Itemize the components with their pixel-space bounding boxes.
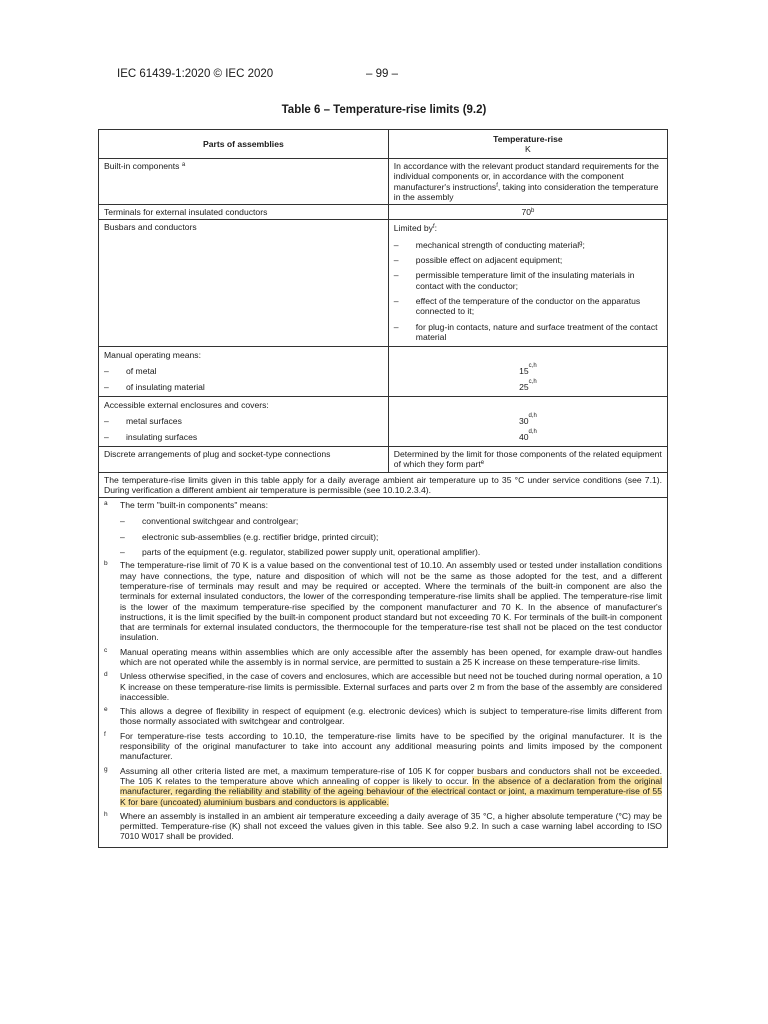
- row-label-discrete: Discrete arrangements of plug and socket-type connections: [99, 446, 389, 472]
- footnote-ref: d,h: [528, 428, 537, 435]
- busbars-intro: [394, 222, 662, 236]
- row-label-builtin: [99, 159, 389, 205]
- footnote-g: [104, 765, 662, 810]
- dash-bullet: –: [393, 255, 399, 266]
- list-item: [104, 363, 383, 378]
- footnote-ref: c,h: [528, 363, 537, 370]
- dash-bullet: –: [120, 547, 125, 558]
- row-value-manual: [388, 347, 667, 397]
- dash-bullet: –: [104, 431, 109, 442]
- spacer: [394, 399, 662, 413]
- footnote-marker: e: [104, 706, 108, 714]
- footnote-ref: e: [480, 460, 485, 467]
- manual-heading: Manual operating means:: [104, 350, 201, 361]
- footnote-h: [104, 810, 662, 845]
- list-item: [104, 413, 383, 428]
- list-item-text: metal surfaces: [126, 416, 182, 427]
- list-item-text: parts of the equipment (e.g. regulator, stabilized power supply unit, operational amplifier).: [142, 547, 481, 558]
- list-item-end: ;: [582, 239, 585, 250]
- value-insulating: [394, 379, 662, 394]
- list-item-text: of insulating material: [126, 381, 205, 392]
- footnote-a: [104, 499, 662, 513]
- footnote-f: [104, 730, 662, 765]
- enclosures-heading: Accessible external enclosures and covers:: [104, 400, 269, 411]
- row-value-busbars: [388, 220, 667, 347]
- row-value-text: Determined by the limit for those components of the related equipment of which they form part: [393, 448, 662, 470]
- list-item: [394, 293, 662, 319]
- table-note: The temperature-rise limits given in this table apply for a daily average ambient air temperature up to 35 °C under service conditions (see 7.1). During verification a different ambient air temperature is permissible (see 10.10.2.3.4).: [99, 472, 668, 498]
- row-label-manual: [99, 347, 389, 397]
- temperature-rise-table: [98, 129, 668, 848]
- row-value-text: 25: [519, 381, 529, 392]
- row-value-text: 30: [518, 416, 529, 427]
- highlighted-text: In the absence of a declaration from the original manufacturer, regarding the reliability and stability of the ageing behaviour of the electrical contact or joint, a maximum temperature-rise of 55 K for bare (uncoated) aluminium busbars and conductors is applicable.: [120, 775, 662, 807]
- footnote-c: [104, 646, 662, 671]
- dash-bullet: –: [393, 321, 399, 332]
- list-item: [104, 529, 662, 544]
- list-item-text: of metal: [126, 366, 157, 377]
- table-title: Table 6 – Temperature-rise limits (9.2): [281, 104, 487, 116]
- footnote-text: Where an assembly is installed in an ambient air temperature exceeding a daily average of 35 °C, a higher absolute temperature (°C) may be permitted. Temperature-rise (K) shall not exceed the values given in this table. See also 9.2. In such a case warning label according to ISO 7010 W017 shall be provided.: [120, 810, 662, 842]
- row-value-discrete: [388, 446, 667, 472]
- footnote-b: [104, 559, 662, 645]
- footnote-marker: a: [104, 500, 108, 508]
- row-value-text: 40: [518, 431, 529, 442]
- footnote-marker: b: [104, 560, 108, 568]
- list-item: [104, 544, 662, 559]
- dash-bullet: –: [120, 531, 125, 542]
- table-header-row: [99, 130, 668, 159]
- list-item-text: [416, 240, 662, 250]
- list-item-text: conventional switchgear and controlgear;: [142, 516, 299, 527]
- list-item-text: for plug-in contacts, nature and surface treatment of the contact material: [415, 321, 658, 342]
- table-row: [99, 220, 668, 347]
- list-item: [394, 267, 662, 293]
- row-value-text: 70: [521, 207, 531, 218]
- footnote-ref: d,h: [528, 413, 537, 420]
- value-metal-surfaces: [394, 413, 662, 428]
- footnote-ref: b: [531, 208, 535, 215]
- dash-bullet: –: [120, 516, 125, 527]
- col-header-temperature: [388, 130, 667, 159]
- list-item-text: insulating surfaces: [126, 431, 198, 442]
- footnote-marker: c: [104, 646, 108, 654]
- table-row: [99, 446, 668, 472]
- col-header-parts: Parts of assemblies: [99, 130, 389, 159]
- row-value-text: In accordance with the relevant product standard requirements for the individual components or, in accordance with the component manufacturer's instructions: [393, 161, 659, 192]
- row-value-terminals: [388, 205, 667, 220]
- spacer: [394, 349, 662, 363]
- busbars-intro-text: Limited by: [393, 223, 433, 234]
- dash-bullet: –: [393, 239, 399, 250]
- col-header-unit: K: [525, 144, 531, 154]
- footnote-d: [104, 670, 662, 705]
- footnote-ref: a: [181, 162, 186, 168]
- footnote-marker: f: [104, 730, 106, 738]
- row-label-text: Built-in components: [104, 161, 180, 171]
- list-item: [104, 429, 383, 444]
- dash-bullet: –: [104, 366, 109, 377]
- table-row: [99, 347, 668, 397]
- row-label-enclosures: [99, 397, 389, 447]
- row-label-busbars: Busbars and conductors: [99, 220, 389, 347]
- footnote-text: The term "built-in components" means:: [120, 500, 268, 511]
- list-item: [104, 513, 662, 528]
- footnote-text: This allows a degree of flexibility in respect of equipment (e.g. electronic devices) which is subject to temperature-rise limits different from those normally associated with switchgear and controlgear.: [120, 706, 662, 727]
- footnote-ref: f: [496, 182, 498, 189]
- footnote-text: [120, 766, 662, 807]
- page-number: – 99 –: [366, 68, 398, 80]
- list-item-text: effect of the temperature of the conductor on the apparatus connected to it;: [415, 295, 641, 317]
- footnote-e: [104, 705, 662, 730]
- footnote-text: Unless otherwise specified, in the case of covers and enclosures, which are accessible but need not be touched during normal operation, a 10 K increase on these temperature-rise limits is permissible. External surfaces and parts over 2 m from the base of the assembly are considered inaccessible.: [120, 671, 662, 702]
- footnote-text-part: Assuming all other criteria listed are met, a maximum temperature-rise of 105 K for copper busbars and conductors shall not be exceeded. The 105 K relates to the temperature above which annealing of copper is likely to occur.: [120, 765, 662, 786]
- value-insulating-surfaces: [394, 429, 662, 444]
- footnote-marker: h: [104, 810, 108, 818]
- table-row: [99, 397, 668, 447]
- footnote-marker: d: [104, 671, 108, 679]
- dash-bullet: –: [104, 381, 109, 392]
- row-value-enclosures: [388, 397, 667, 447]
- footnotes: [99, 498, 668, 848]
- list-item: [394, 319, 662, 345]
- dash-bullet: –: [393, 295, 399, 306]
- footnotes-row: [99, 498, 668, 848]
- dash-bullet: –: [393, 270, 399, 281]
- list-item-text: permissible temperature limit of the insulating materials in contact with the conductor;: [415, 270, 635, 291]
- footnote-marker: g: [104, 765, 108, 773]
- busbars-intro-end: :: [434, 223, 438, 234]
- list-item-text-part: mechanical strength of conducting material: [415, 239, 580, 250]
- row-label-terminals: Terminals for external insulated conductors: [99, 205, 389, 220]
- col-header-temperature-title: Temperature-rise: [493, 133, 563, 144]
- dash-bullet: –: [104, 416, 109, 427]
- row-value-text: , taking into consideration the temperature in the assembly: [393, 181, 659, 202]
- table-row: [99, 159, 668, 205]
- table-row: [99, 205, 668, 220]
- footnote-ref: g: [579, 240, 583, 247]
- footnote-text: The temperature-rise limit of 70 K is a value based on the conventional test of 10.10. An assembly used or tested under installation conditions may have connections, the type, nature and disposition of which will not be the same as those adopted for the test, and a different temperature-rise of terminals may result and may be required or accepted. Where the terminals of the built-in component are also the terminals for external insulated conductors, the lower of the corresponding temperature-rise limits shall be applied. The temperature-rise limit is the lower of the maximum temperature-rise specified by the component manufacturer and 70 K. In the absence of manufacturer's instructions, it is the limit specified by the built-in component product standard but not exceeding 70 K. For terminals of the built-in component that are terminals for external insulated conductors, the thermocouple for the temperature-rise test shall not be placed on the test conductor insulation.: [120, 560, 662, 643]
- row-value-text: 15: [519, 366, 529, 377]
- row-value-builtin: [388, 159, 667, 205]
- footnote-ref: f: [432, 224, 435, 231]
- document-reference: IEC 61439-1:2020 © IEC 2020: [117, 68, 274, 80]
- table-note-row: [99, 472, 668, 498]
- footnote-text: Manual operating means within assemblies which are only accessible after the assembly has been opened, for example draw-out handles which are not operated while the assembly is in normal service, are permitted to sustain a 25 K increase on these temperature-rise limits.: [120, 646, 662, 667]
- footnote-ref: c,h: [528, 378, 537, 385]
- list-item-text: possible effect on adjacent equipment;: [415, 255, 563, 266]
- list-item: [104, 379, 383, 394]
- list-item: [394, 237, 662, 252]
- list-item: [394, 252, 662, 267]
- list-item-text: electronic sub-assemblies (e.g. rectifier bridge, printed circuit);: [142, 531, 379, 542]
- footnote-text: For temperature-rise tests according to 10.10, the temperature-rise limits have to be specified by the original manufacturer. It is the responsibility of the original manufacturer to take into account any additional measuring points and limits imposed by the component manufacturer.: [120, 730, 662, 762]
- value-metal: [394, 363, 662, 378]
